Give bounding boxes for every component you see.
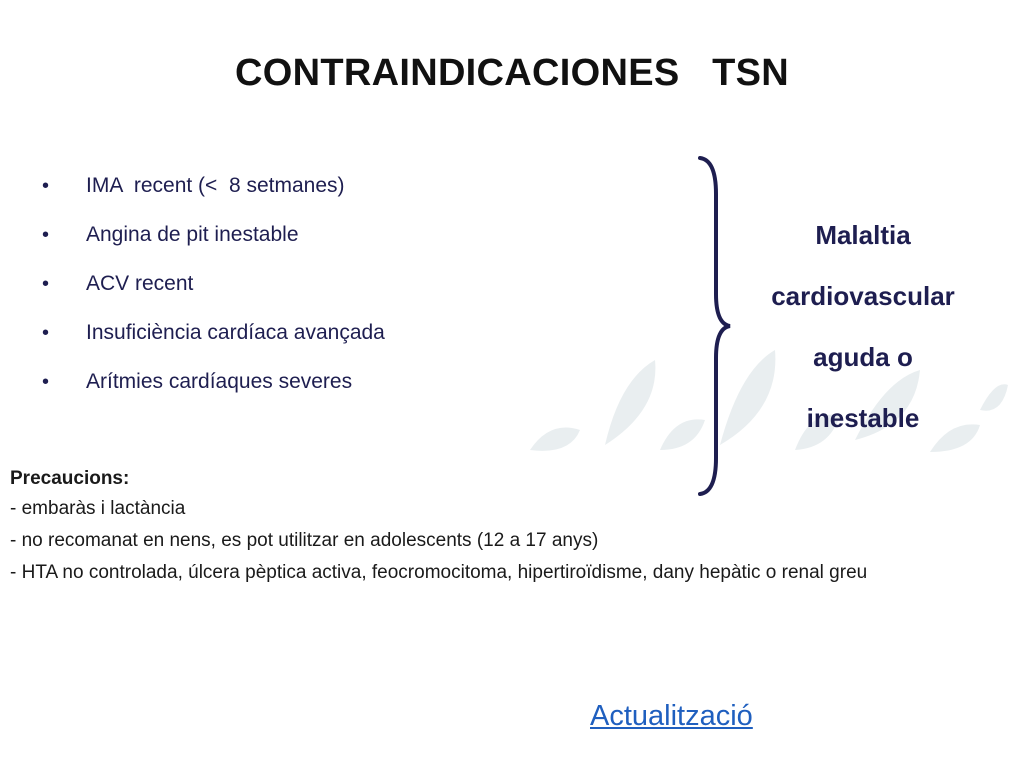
bullet-icon: • — [42, 224, 50, 246]
update-link[interactable]: Actualització — [590, 700, 753, 732]
brace-label-line: Malaltia — [815, 220, 911, 250]
list-item — [42, 266, 194, 315]
precaution-item: - embaràs i lactància — [10, 498, 186, 519]
precautions-section — [10, 462, 970, 592]
bullet-icon: • — [42, 175, 50, 197]
list-item — [42, 217, 299, 266]
precaution-item: - no recomanat en nens, es pot utilitzar en adolescents (12 a 17 anys) — [10, 530, 599, 551]
list-item-text: Angina de pit inestable — [86, 223, 299, 246]
brace-label-line: inestable — [806, 403, 920, 433]
precaution-item: - HTA no controlada, úlcera pèptica activa, feocromocitoma, hipertiroïdisme, dany hepàtic o renal greu — [10, 562, 868, 583]
list-item-text: ACV recent — [86, 272, 194, 295]
brace-label — [735, 210, 991, 454]
bullet-icon: • — [42, 322, 50, 344]
bullet-icon: • — [42, 273, 50, 295]
precautions-heading: Precaucions: — [10, 468, 130, 489]
brace-label-line: cardiovascular — [771, 281, 955, 311]
right-curly-brace-icon — [694, 154, 734, 498]
slide-title: CONTRAINDICACIONES TSN — [235, 52, 789, 94]
brace-label-line: aguda o — [813, 342, 913, 372]
contraindications-list — [42, 168, 385, 413]
list-item-text: IMA recent (< 8 setmanes) — [86, 174, 345, 197]
list-item — [42, 364, 353, 413]
list-item-text: Insuficiència cardíaca avançada — [86, 321, 385, 344]
list-item — [42, 168, 345, 217]
list-item-text: Arítmies cardíaques severes — [86, 370, 353, 393]
bullet-icon: • — [42, 371, 50, 393]
list-item — [42, 315, 385, 364]
